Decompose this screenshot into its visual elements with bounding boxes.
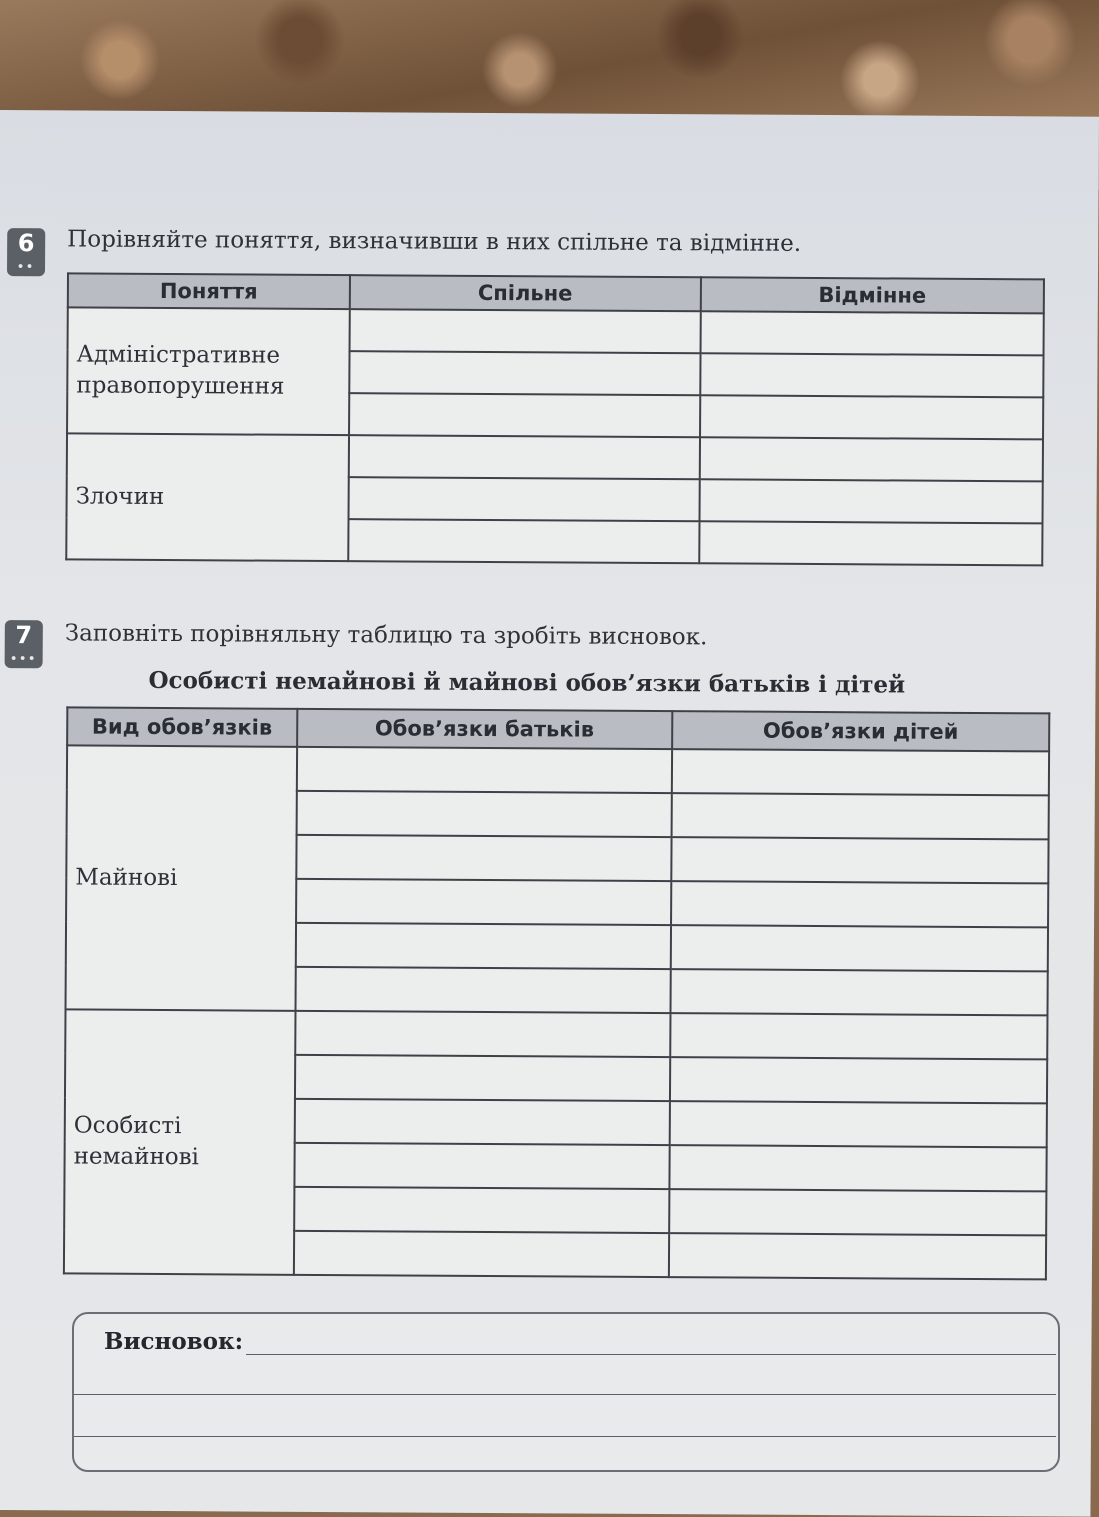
answer-line[interactable] — [349, 393, 700, 437]
answer-line[interactable] — [349, 435, 700, 479]
duties-table — [63, 706, 1050, 1280]
task-instruction: Заповніть порівняльну таблицю та зробіть висновок. — [64, 620, 708, 651]
task-number-badge — [5, 620, 43, 668]
answer-line[interactable] — [700, 437, 1043, 481]
difficulty-dots-icon: ••• — [10, 652, 38, 666]
answer-line[interactable] — [670, 969, 1047, 1015]
table-header-common: Спільне — [350, 275, 701, 311]
answer-line[interactable] — [700, 395, 1043, 439]
answer-line[interactable] — [670, 1101, 1047, 1147]
answer-line[interactable] — [699, 521, 1042, 565]
answer-line[interactable] — [296, 791, 671, 837]
table-header-parent-duties: Обов’язки батьків — [297, 709, 672, 749]
conclusion-line[interactable] — [74, 1436, 1056, 1437]
row-label-crime: Злочин — [66, 433, 349, 561]
conclusion-label: Висновок: — [104, 1328, 244, 1355]
table-header-child-duties: Обов’язки дітей — [672, 711, 1049, 751]
conclusion-line[interactable] — [246, 1354, 1056, 1355]
answer-line[interactable] — [296, 879, 671, 925]
answer-line[interactable] — [670, 1057, 1047, 1103]
difficulty-dots-icon: •• — [16, 260, 36, 274]
answer-line[interactable] — [294, 1099, 669, 1145]
conclusion-line[interactable] — [74, 1394, 1056, 1395]
conclusion-box — [72, 1312, 1060, 1472]
answer-line[interactable] — [297, 747, 672, 793]
answer-line[interactable] — [295, 1055, 670, 1101]
task-number: 6 — [17, 229, 35, 258]
answer-line[interactable] — [669, 1233, 1046, 1279]
answer-line[interactable] — [294, 1143, 669, 1189]
answer-line[interactable] — [671, 881, 1048, 927]
row-label-admin-offense: Адміністративне правопорушення — [67, 307, 350, 435]
table-header-concept: Поняття — [68, 273, 350, 309]
answer-line[interactable] — [349, 309, 700, 353]
answer-line[interactable] — [348, 519, 699, 563]
answer-line[interactable] — [671, 793, 1048, 839]
answer-line[interactable] — [294, 1231, 669, 1277]
workbook-page — [0, 110, 1099, 1517]
table-header-different: Відмінне — [701, 277, 1044, 313]
table-header-duty-type: Вид обов’язків — [67, 707, 297, 746]
answer-line[interactable] — [349, 351, 700, 395]
answer-line[interactable] — [700, 311, 1043, 355]
answer-line[interactable] — [700, 353, 1043, 397]
answer-line[interactable] — [671, 925, 1048, 971]
row-label-personal-non-property: Особисті немайнові — [64, 1009, 295, 1274]
task-number-badge — [7, 228, 45, 276]
answer-line[interactable] — [671, 837, 1048, 883]
answer-line[interactable] — [294, 1187, 669, 1233]
task-instruction: Порівняйте поняття, визначивши в них спільне та відмінне. — [67, 226, 802, 257]
answer-line[interactable] — [295, 967, 670, 1013]
answer-line[interactable] — [348, 477, 699, 521]
task-number: 7 — [15, 621, 33, 650]
comparison-table — [65, 272, 1045, 566]
answer-line[interactable] — [295, 923, 670, 969]
table-title: Особисті немайнові й майнові обов’язки батьків і дітей — [148, 666, 906, 699]
answer-line[interactable] — [669, 1145, 1046, 1191]
answer-line[interactable] — [670, 1013, 1047, 1059]
answer-line[interactable] — [669, 1189, 1046, 1235]
row-label-property: Майнові — [66, 745, 297, 1010]
answer-line[interactable] — [296, 835, 671, 881]
answer-line[interactable] — [672, 749, 1049, 795]
answer-line[interactable] — [295, 1011, 670, 1057]
answer-line[interactable] — [699, 479, 1042, 523]
